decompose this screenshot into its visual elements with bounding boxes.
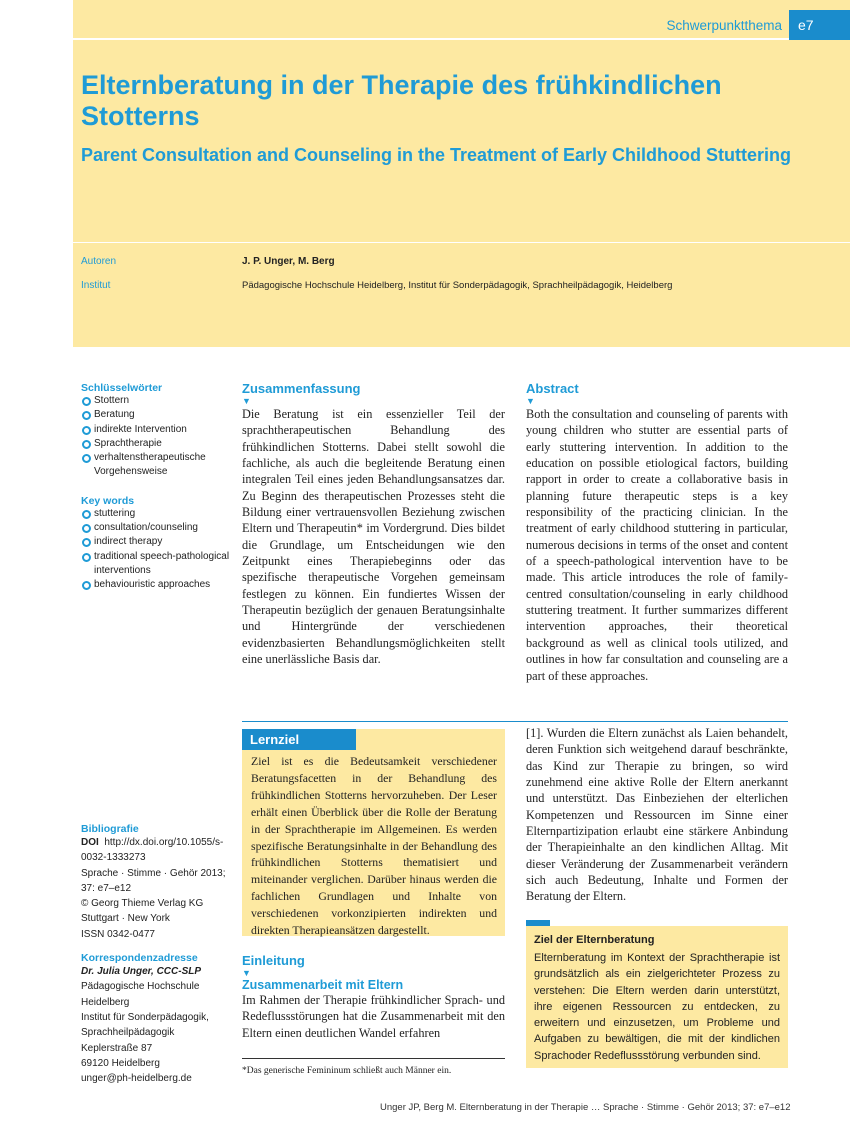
einleitung-continuation: [1]. Wurden die Eltern zunächst als Laien behandelt, deren Funktion sich weitgehend darauf beschränkte, das Kind zur Therapie zu bringen, so wird zunehmend eine aktive Rolle der Eltern anerkannt und unterstützt. Das Einbeziehen der elterlichen Kompetenzen und Ressourcen im Sinne einer Elternpartizipation erlaubt eine stärkere Anbindung der Therapieinhalte an den kindlichen Alltag. Mit dieser Veränderung der Zusammenarbeit verändern sich auch Bedeutung, Inhalte und Formen der Beratung der Eltern.	[526, 726, 788, 904]
doi	[81, 835, 231, 866]
abstract-text: Both the consultation and counseling of parents with young children who stutter are essential parts of early stuttering intervention. In addition to the education on possible etiological factors, building rapport in order to create a collaborative basis in planning future therapeutic steps is a key responsibility of the practicing clinician. In the treatment of early childhood stuttering in particular, numerous decisions in terms of the onset and content of a speech-pathological intervention have to be made. This article introduces the role of family-centred consultation/counseling in early childhood stuttering treatment. It further summarizes different intervention approaches, their theoretical background as well as clinical tools utilized, and outlines in how far consultation and counseling are a part of these approaches.	[526, 407, 788, 683]
article-title-en: Parent Consultation and Counseling in the Treatment of Early Childhood Stuttering	[81, 145, 792, 165]
abstract-section	[526, 381, 788, 684]
correspondence-line: Institut für Sonderpädagogik, Sprachheilpädagogik	[81, 1011, 209, 1039]
ziel-text: Elternberatung im Kontext der Sprachtherapie ist grundsätzlich als ein zielgerichteter Prozess zu verstehen: Die Eltern werden darin unterstützt, ihre eigenen Ressourcen zu entdecken, zu erweitern und einzusetzen, um Probleme und Aufgaben zu bewältigen, die mit der kindlichen Sprachoder Redeflussstörung verbunden sind.	[534, 952, 780, 1062]
ziel-box-tab	[526, 920, 550, 926]
zusammenfassung-text: Die Beratung ist ein essenzieller Teil der sprachtherapeutischen Behandlung des frühkindlichen Stotterns. Dabei stellt sowohl die fachliche, als auch die begleitende Beratung einen integralen Teil eines jeden Behandlungsansatzes dar. Zu Beginn des therapeutischen Prozesses steht die Bildung einer vertrauensvollen Beziehung zwischen Eltern und Therapeutin* im Vordergrund. Dies bildet die Grundlage, um Entscheidungen wie den Zeitpunkt eines Therapiebeginns oder das spezifische therapeutische Vorgehen gemeinsam festlegen zu können. Ein fundiertes Wissen der Therapeutin bezüglich der genauen Beratungsinhalte und Hintergründe der verschiedenen evidenzbasierten Behandlungsmöglichkeiten stellt eine unerlässliche Basis dar.	[242, 407, 505, 667]
einleitung-subheading: Zusammenarbeit mit Eltern	[242, 978, 404, 992]
copyright: © Georg Thieme Verlag KG Stuttgart · New York	[81, 898, 204, 925]
issn: ISSN 0342-0477	[81, 928, 155, 940]
article-title-de: Elternberatung in der Therapie des frühkindlichen Stotterns	[81, 70, 722, 131]
section-label: Schwerpunktthema	[666, 18, 782, 33]
einleitung-section	[242, 953, 505, 1041]
sidebar-keywords	[81, 382, 231, 593]
einleitung-text: Im Rahmen der Therapie frühkindlicher Sprach- und Redeflussstörungen hat die Zusammenarbeit mit den Eltern einen deutlichen Wandel erfahren	[242, 993, 505, 1040]
keyword-item: verhaltenstherapeutische Vorgehensweise	[81, 451, 231, 480]
correspondence-title: Korrespondenzadresse	[81, 952, 198, 965]
lernziel-heading: Lernziel	[242, 729, 356, 750]
keyword-item: Sprachtherapie	[81, 437, 231, 451]
authors: J. P. Unger, M. Berg	[242, 256, 335, 267]
institute: Pädagogische Hochschule Heidelberg, Institut für Sonderpädagogik, Sprachheilpädagogik, Heidelberg	[242, 280, 673, 291]
sidebar-bibliography	[81, 823, 231, 1086]
doi-link[interactable]: http://dx.doi.org/10.1055/s-0032-1333273	[81, 837, 224, 864]
page-badge: e7	[789, 10, 850, 40]
correspondence-line: Keplerstraße 87	[81, 1042, 153, 1054]
authors-label: Autoren	[81, 256, 117, 267]
keywords-en-list	[81, 507, 231, 593]
keyword-item: indirekte Intervention	[81, 423, 231, 437]
correspondence-name: Dr. Julia Unger, CCC-SLP	[81, 966, 202, 978]
abstract-heading: Abstract	[526, 381, 579, 396]
triangle-down-icon: ▼	[242, 396, 251, 406]
keywords-de-list	[81, 394, 231, 480]
journal-citation: Sprache · Stimme · Gehör 2013; 37: e7–e12	[81, 867, 226, 894]
keyword-item: Stottern	[81, 394, 231, 408]
institute-label: Institut	[81, 280, 111, 291]
footnote-rule	[242, 1058, 505, 1059]
doi-label: DOI	[81, 837, 99, 848]
triangle-down-icon: ▼	[526, 396, 535, 406]
keyword-item: stuttering	[81, 507, 231, 521]
correspondence-email[interactable]: unger@ph-heidelberg.de	[81, 1073, 192, 1085]
keywords-de-title: Schlüsselwörter	[81, 382, 163, 394]
lernziel-text: Ziel ist es die Bedeutsamkeit verschiedener Beratungsfacetten in der Behandlung des frühkindlichen Stotterns hervorzuheben. Der Leser erhält einen Überblick über die Rolle der Beratung in der Sprachtherapie im Allgemeinen. Es werden spezifische Beratungsinhalte in der Behandlung des frühkindlichen Stotterns thematisiert und miteinander verglichen. Darüber hinaus werden die fachlichen Grundlagen und Inhalte von verschiedenen vorkonzipierten indirekten und direkten Therapieansätzen dargestellt.	[251, 754, 497, 938]
keyword-item: indirect therapy	[81, 535, 231, 549]
triangle-down-icon: ▼	[242, 968, 251, 978]
section-divider	[242, 721, 788, 722]
zusammenfassung-heading: Zusammenfassung	[242, 381, 361, 396]
keyword-item: Beratung	[81, 408, 231, 422]
footnote: *Das generische Femininum schließt auch Männer ein.	[242, 1066, 452, 1076]
ziel-heading: Ziel der Elternberatung	[534, 934, 655, 946]
keyword-item: behaviouristic approaches	[81, 578, 231, 592]
zusammenfassung-section	[242, 381, 505, 668]
header-top-rule	[73, 38, 850, 40]
header-mid-rule	[73, 242, 850, 243]
keywords-en-title: Key words	[81, 494, 135, 507]
keyword-item: traditional speech-pathological interventions	[81, 550, 231, 579]
bibliography-title: Bibliografie	[81, 823, 139, 835]
keyword-item: consultation/counseling	[81, 521, 231, 535]
header-band	[73, 0, 850, 347]
correspondence-line: Pädagogische Hochschule Heidelberg	[81, 981, 200, 1008]
correspondence-line: 69120 Heidelberg	[81, 1057, 160, 1069]
einleitung-heading: Einleitung	[242, 953, 305, 968]
page-footer: Unger JP, Berg M. Elternberatung in der Therapie … Sprache · Stimme · Gehör 2013; 37: e7–e12	[380, 1102, 791, 1113]
